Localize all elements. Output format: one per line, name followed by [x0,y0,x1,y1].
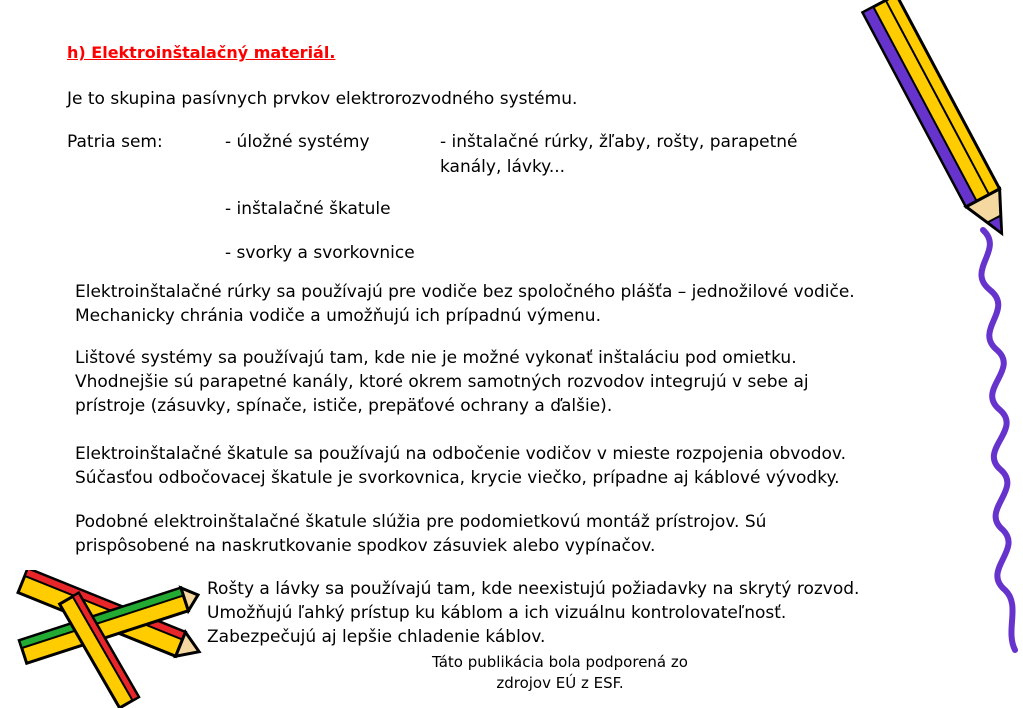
paragraph-line: Elektroinštalačné rúrky sa používajú pre vodiče bez spoločného plášťa – jednožilové vodiče. [75,282,855,302]
paragraph-line: Vhodnejšie sú parapetné kanály, ktoré okrem samotných rozvodov integrujú v sebe aj [75,372,809,392]
patria-item: - úložné systémy [225,132,370,152]
paragraph-listove [75,346,809,418]
paragraph-line: Rošty a lávky sa používajú tam, kde neexistujú požiadavky na skrytý rozvod. [207,579,860,599]
page-title: h) Elektroinštalačný materiál. [67,43,336,62]
paragraph-line: Zabezpečujú aj lepšie chladenie káblov. [207,627,546,647]
paragraph-rosty [207,577,859,649]
paragraph-podomietkove [75,510,766,558]
paragraph-skatule [75,442,846,490]
paragraph-line: Mechanicky chránia vodiče a umožňujú ich prípadnú výmenu. [75,306,601,326]
paragraph-line: Umožňujú ľahký prístup ku káblom a ich vizuálnu kontrolovateľnosť. [207,603,787,623]
paragraph-line: Lištové systémy sa používajú tam, kde nie je možné vykonať inštaláciu pod omietku. [75,348,797,368]
paragraph-line: Podobné elektroinštalačné škatule slúžia pre podomietkovú montáž prístrojov. Sú [75,512,767,532]
crossed-pencils-icon [0,570,205,708]
paragraph-line: Elektroinštalačné škatule sa používajú na odbočenie vodičov v mieste rozpojenia obvodov. [75,444,847,464]
footer-line: Táto publikácia bola podporená zo [432,653,688,671]
patria-item: - inštalačné škatule [225,199,391,219]
paragraph-line: prístroje (zásuvky, spínače, ističe, prepäťové ochrany a ďalšie). [75,396,613,416]
paragraph-line: Súčasťou odbočovacej škatule je svorkovnica, krycie viečko, prípadne aj káblové vývodky. [75,468,840,488]
patria-detail-line: kanály, lávky... [440,157,566,177]
footer-line: zdrojov EÚ z ESF. [496,674,624,692]
pencil-icon [855,0,1023,708]
paragraph-line: prispôsobené na naskrutkovanie spodkov zásuviek alebo vypínačov. [75,536,656,556]
paragraph-rurky [75,280,855,328]
patria-item: - svorky a svorkovnice [225,243,415,263]
footer-note [395,652,725,694]
intro-text: Je to skupina pasívnych prvkov elektrorozvodného systému. [67,89,578,109]
patria-detail-line: - inštalačné rúrky, žľaby, rošty, parapetné [440,132,798,152]
patria-label: Patria sem: [67,132,163,152]
